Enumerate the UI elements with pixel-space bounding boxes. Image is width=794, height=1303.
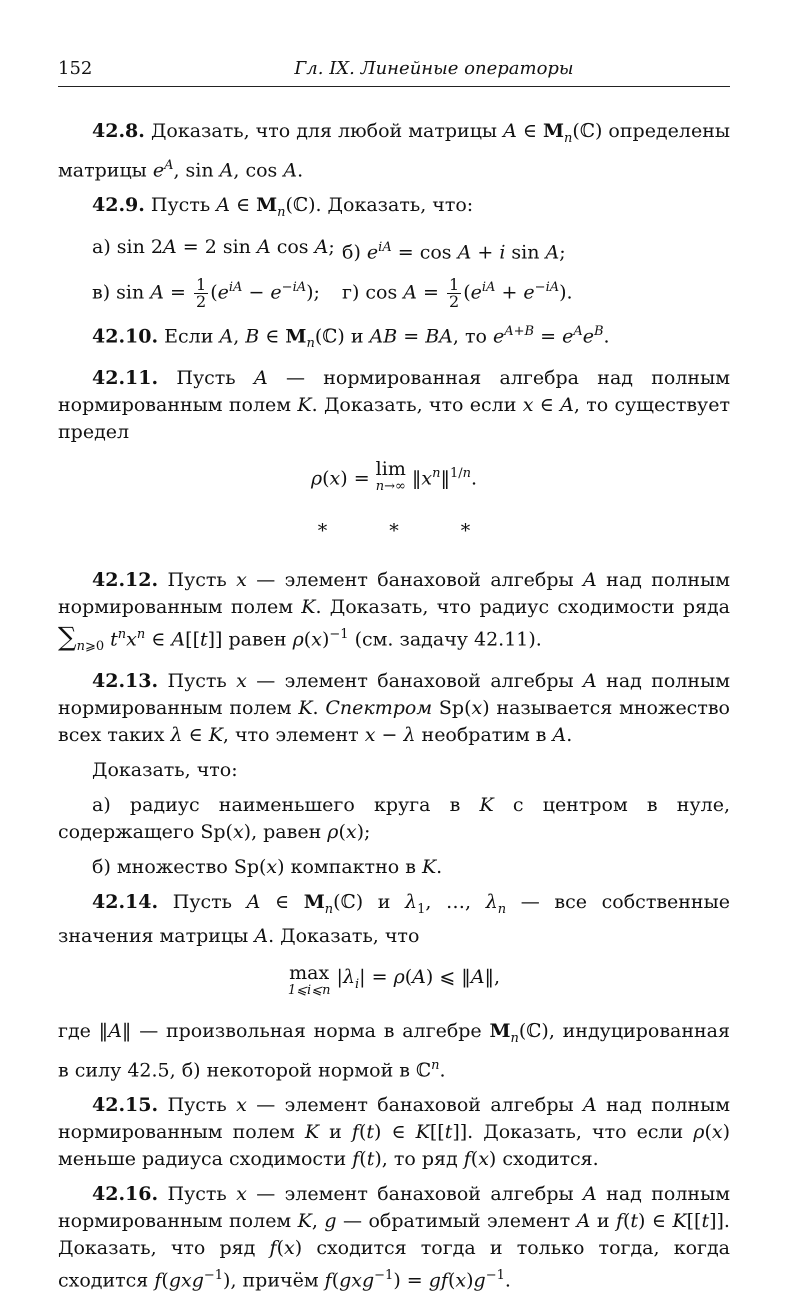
item-a: а) sin 2A = 2 sin A cos A; bbox=[92, 235, 335, 258]
problem-number: 42.10. bbox=[92, 325, 159, 348]
problem-number: 42.15. bbox=[92, 1094, 159, 1117]
problem-number: 42.13. bbox=[92, 670, 159, 693]
section-separator: * * * bbox=[317, 520, 499, 543]
problem-42-9-row-1 bbox=[58, 234, 730, 266]
problem-42-9-row-2 bbox=[58, 274, 730, 310]
problem-42-14-after: где ‖A‖ — произвольная норма в алгебре $M_n(ℂ)$, индуцированная в силу 42.5, б) некоторой нормой в ℂ$^n$. bbox=[58, 1020, 730, 1082]
problem-42-16: 42.16. Пусть x — элемент банаховой алгебры A над полным нормированным полем K, g — обратимый элемент A и f(t) ∈ K[[t]]. Доказать, что ряд f(x) сходится тогда и только тогда, когда сходится f(gxg$^{-1}$), причём $f(gxg^{-1}) = gf(x)g^{-1}$. bbox=[58, 1183, 730, 1292]
page-header bbox=[58, 52, 730, 87]
problem-42-9: 42.9. Пусть A ∈ $M_n(ℂ)$. Доказать, что: bbox=[92, 194, 474, 220]
page-number: 152 bbox=[58, 58, 93, 79]
formula-max-eigen: max 1⩽i⩽n $|\lambda_i| = \rho(A)$ ⩽ ‖A‖, bbox=[287, 962, 501, 999]
item-b: б) $e^{iA} = \cos A + i$ sin A; bbox=[342, 239, 566, 264]
problem-42-13: 42.13. Пусть x — элемент банаховой алгебры A над полным нормированным полем K. Спектром Sp(x) называется множество всех таких λ ∈ K, что элемент x − λ необратим в A. bbox=[58, 670, 730, 747]
page-content bbox=[58, 118, 730, 1303]
problem-42-14: 42.14. Пусть A ∈ $M_n(ℂ)$ и $\lambda_1$, …, $\lambda_n$ — все собственные значения матрицы A. Доказать, что bbox=[58, 891, 730, 948]
problem-42-15: 42.15. Пусть x — элемент банаховой алгебры A над полным нормированным полем K и f(t) ∈ K[[t]]. Доказать, что если ρ(x) меньше радиуса сходимости f(t), то ряд f(x) сходится. bbox=[58, 1094, 731, 1171]
problem-42-10: 42.10. Если A, B ∈ $M_n(ℂ)$ и AB = BA, то $e^{A+B} = e^Ae^B$. bbox=[92, 324, 610, 352]
running-head: Гл. IX. Линейные операторы bbox=[294, 58, 574, 79]
problem-42-8: 42.8. Доказать, что для любой матрицы A ∈ $M_n(ℂ)$ определены матрицы $e^A$, sin A, cos A. bbox=[58, 120, 730, 182]
problem-number: 42.9. bbox=[92, 194, 145, 217]
problem-42-12: 42.12. Пусть x — элемент банаховой алгебры A над полным нормированным полем K. Доказать, что радиус сходимости ряда $\sum_{n⩾0}$ $t^nx^n$ ∈ A[[t]] равен $\rho(x)^{-1}$ (см. задачу 42.11). bbox=[58, 569, 730, 655]
problem-42-11: 42.11. Пусть A — нормированная алгебра над полным нормированным полем K. Доказать, что если x ∈ A, то существует предел bbox=[58, 367, 731, 444]
item-v: в) sin A = $\frac{1}{2}$ $(e^{iA} - e^{-iA})$; bbox=[92, 275, 320, 312]
formula-spectral-radius: ρ(x) = lim n→∞ $‖x^n‖^{1/n}$. bbox=[310, 458, 478, 495]
page bbox=[58, 0, 731, 1292]
problem-number: 42.12. bbox=[92, 569, 159, 592]
problem-number: 42.16. bbox=[92, 1183, 159, 1206]
problem-42-13-item-a: а) радиус наименьшего круга в K с центром в нуле, содержащего Sp(x), равен ρ(x); bbox=[58, 794, 730, 844]
item-g: г) cos A = $\frac{1}{2}$ $(e^{iA} + e^{-iA})$. bbox=[342, 275, 573, 312]
problem-42-13-item-b: б) множество Sp(x) компактно в K. bbox=[92, 856, 443, 879]
problem-number: 42.14. bbox=[92, 891, 159, 914]
problem-42-13-lead: Доказать, что: bbox=[92, 759, 238, 782]
problem-number: 42.11. bbox=[92, 367, 159, 390]
problem-number: 42.8. bbox=[92, 120, 145, 142]
